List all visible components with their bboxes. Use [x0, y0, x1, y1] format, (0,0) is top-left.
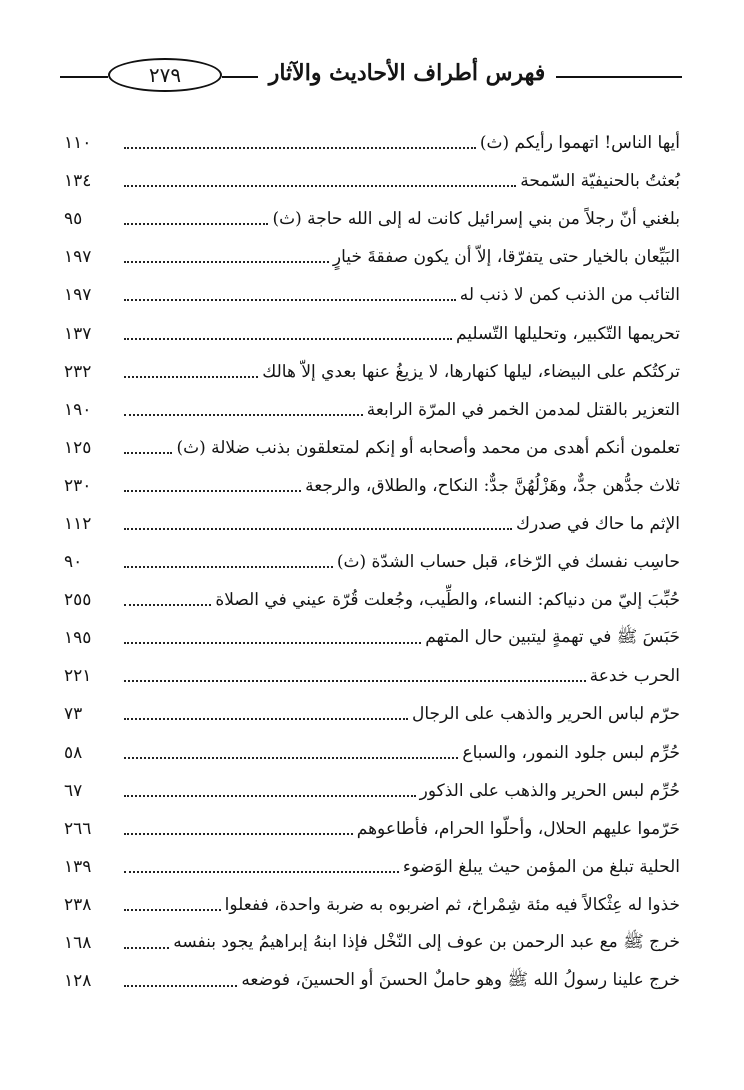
entry-text: التعزير بالقتل لمدمن الخمر في المرّة الرابعة	[366, 399, 680, 420]
entry-page-number: ١٩٥	[64, 628, 92, 649]
dot-leader	[124, 261, 329, 263]
entry-text: بلغني أنّ رجلاً من بني إسرائيل كانت له إلى الله حاجة (ث)	[272, 209, 680, 230]
index-entry	[64, 353, 680, 391]
dot-leader	[124, 299, 456, 301]
index-list	[64, 124, 680, 1000]
entry-text: تركتُكم على البيضاء، ليلها كنهارها، لا يزيغُ عنها بعدي إلاّ هالك	[262, 361, 680, 382]
index-entry	[64, 238, 680, 276]
entry-page-number: ١٣٤	[64, 171, 92, 192]
index-entry	[64, 848, 680, 886]
header-rule-left	[60, 76, 108, 78]
dot-leader	[124, 566, 333, 568]
entry-page-number: ٦٧	[64, 780, 83, 801]
dot-leader	[124, 642, 421, 644]
entry-text: بُعثتُ بالحنيفيّة السّمحة	[520, 171, 680, 192]
entry-text: التائب من الذنب كمن لا ذنب له	[459, 285, 680, 306]
index-entry	[64, 391, 680, 429]
entry-text: تحريمها التّكبير، وتحليلها التّسليم	[455, 323, 680, 344]
entry-text: تعلمون أنكم أهدى من محمد وأصحابه أو إنكم لمتعلقون بذنب ضلالة (ث)	[176, 437, 680, 458]
dot-leader	[124, 833, 353, 835]
entry-page-number: ١٢٥	[64, 437, 92, 458]
index-entry	[64, 772, 680, 810]
entry-text: البَيِّعان بالخيار حتى يتفرّقا، إلاّ أن يكون صفقةَ خيارٍ	[332, 247, 680, 268]
page-number: ٢٧٩	[108, 58, 222, 92]
header-rule-right	[556, 76, 682, 78]
dot-leader	[124, 490, 301, 492]
entry-text: حَبَسَ ﷺ في تهمةٍ ليتبين حال المتهم	[425, 626, 680, 647]
entry-text: أيها الناس! اتهموا رأيكم (ث)	[479, 133, 680, 154]
index-entry	[64, 124, 680, 162]
entry-page-number: ٩٠	[64, 552, 83, 573]
index-entry	[64, 581, 680, 619]
dot-leader	[124, 376, 258, 378]
entry-text: الحلية تبلغ من المؤمن حيث يبلغ الوَضوء	[402, 856, 680, 877]
entry-text: خرج ﷺ مع عبد الرحمن بن عوف إلى النّخْل فإذا ابنهُ إبراهيمُ يجود بنفسه	[173, 931, 680, 952]
entry-page-number: ٧٣	[64, 704, 83, 725]
entry-page-number: ١٦٨	[64, 933, 92, 954]
index-entry	[64, 162, 680, 200]
index-entry	[64, 734, 680, 772]
dot-leader	[124, 757, 458, 759]
index-entry	[64, 429, 680, 467]
entry-page-number: ٢٢١	[64, 666, 92, 687]
entry-page-number: ١١٠	[64, 133, 92, 154]
index-entry	[64, 619, 680, 657]
dot-leader	[124, 452, 172, 454]
dot-leader	[124, 680, 586, 682]
dot-leader	[124, 718, 408, 720]
entry-page-number: ٢٣٨	[64, 894, 92, 915]
entry-page-number: ١٢٨	[64, 971, 92, 992]
entry-page-number: ٥٨	[64, 742, 83, 763]
dot-leader	[124, 871, 399, 873]
index-entry	[64, 886, 680, 924]
index-entry	[64, 695, 680, 733]
index-entry	[64, 962, 680, 1000]
entry-text: حرّم لباس الحرير والذهب على الرجال	[412, 704, 680, 725]
entry-text: حَرّموا عليهم الحلال، وأحلّوا الحرام، فأطاعوهم	[356, 818, 680, 839]
entry-page-number: ٢٣٠	[64, 475, 92, 496]
entry-page-number: ٢٣٢	[64, 361, 92, 382]
entry-page-number: ٩٥	[64, 209, 83, 230]
index-entry	[64, 543, 680, 581]
header-rule-middle	[222, 76, 258, 78]
dot-leader	[124, 947, 169, 949]
entry-page-number: ٢٥٥	[64, 590, 92, 611]
entry-text: الحرب خدعة	[589, 666, 680, 687]
entry-page-number: ١٣٧	[64, 323, 92, 344]
index-entry	[64, 505, 680, 543]
dot-leader	[124, 604, 211, 606]
entry-page-number: ١٩٧	[64, 285, 92, 306]
index-entry	[64, 924, 680, 962]
index-entry	[64, 200, 680, 238]
entry-text: حُبِّبَ إليّ من دنياكم: النساء، والطِّيب، وجُعلت قُرّة عيني في الصلاة	[215, 590, 680, 611]
entry-text: الإثم ما حاك في صدرك	[516, 513, 680, 534]
dot-leader	[124, 985, 237, 987]
entry-text: حُرِّم لبس جلود النمور، والسباع	[462, 742, 680, 763]
index-entry	[64, 467, 680, 505]
entry-text: حاسِب نفسك في الرّخاء، قبل حساب الشدّة (ث)	[336, 552, 680, 573]
entry-page-number: ١٣٩	[64, 856, 92, 877]
entry-text: خرج علينا رسولُ الله ﷺ وهو حاملٌ الحسنَ أو الحسينَ، فوضعه	[241, 969, 680, 990]
entry-text: خذوا له عِثْكالاً فيه مئة شِمْراخ، ثم اضربوه به ضربة واحدة، ففعلوا	[224, 894, 680, 915]
entry-text: ثلاث جدُّهن جدٌّ، وهَزْلُهُنَّ جدٌّ: النكاح، والطلاق، والرجعة	[305, 475, 680, 496]
dot-leader	[124, 528, 512, 530]
entry-page-number: ١١٢	[64, 513, 92, 534]
dot-leader	[124, 185, 516, 187]
dot-leader	[124, 338, 452, 340]
dot-leader	[124, 414, 363, 416]
index-entry	[64, 314, 680, 352]
dot-leader	[124, 795, 416, 797]
dot-leader	[124, 909, 221, 911]
entry-page-number: ١٩٧	[64, 247, 92, 268]
entry-page-number: ١٩٠	[64, 399, 92, 420]
page-header	[60, 52, 682, 100]
entry-page-number: ٢٦٦	[64, 818, 92, 839]
index-entry	[64, 657, 680, 695]
index-entry	[64, 810, 680, 848]
entry-text: حُرِّم لبس الحرير والذهب على الذكور	[419, 780, 680, 801]
index-entry	[64, 276, 680, 314]
dot-leader	[124, 147, 476, 149]
page-title: فهرس أطراف الأحاديث والآثار	[268, 60, 546, 86]
dot-leader	[124, 223, 268, 225]
